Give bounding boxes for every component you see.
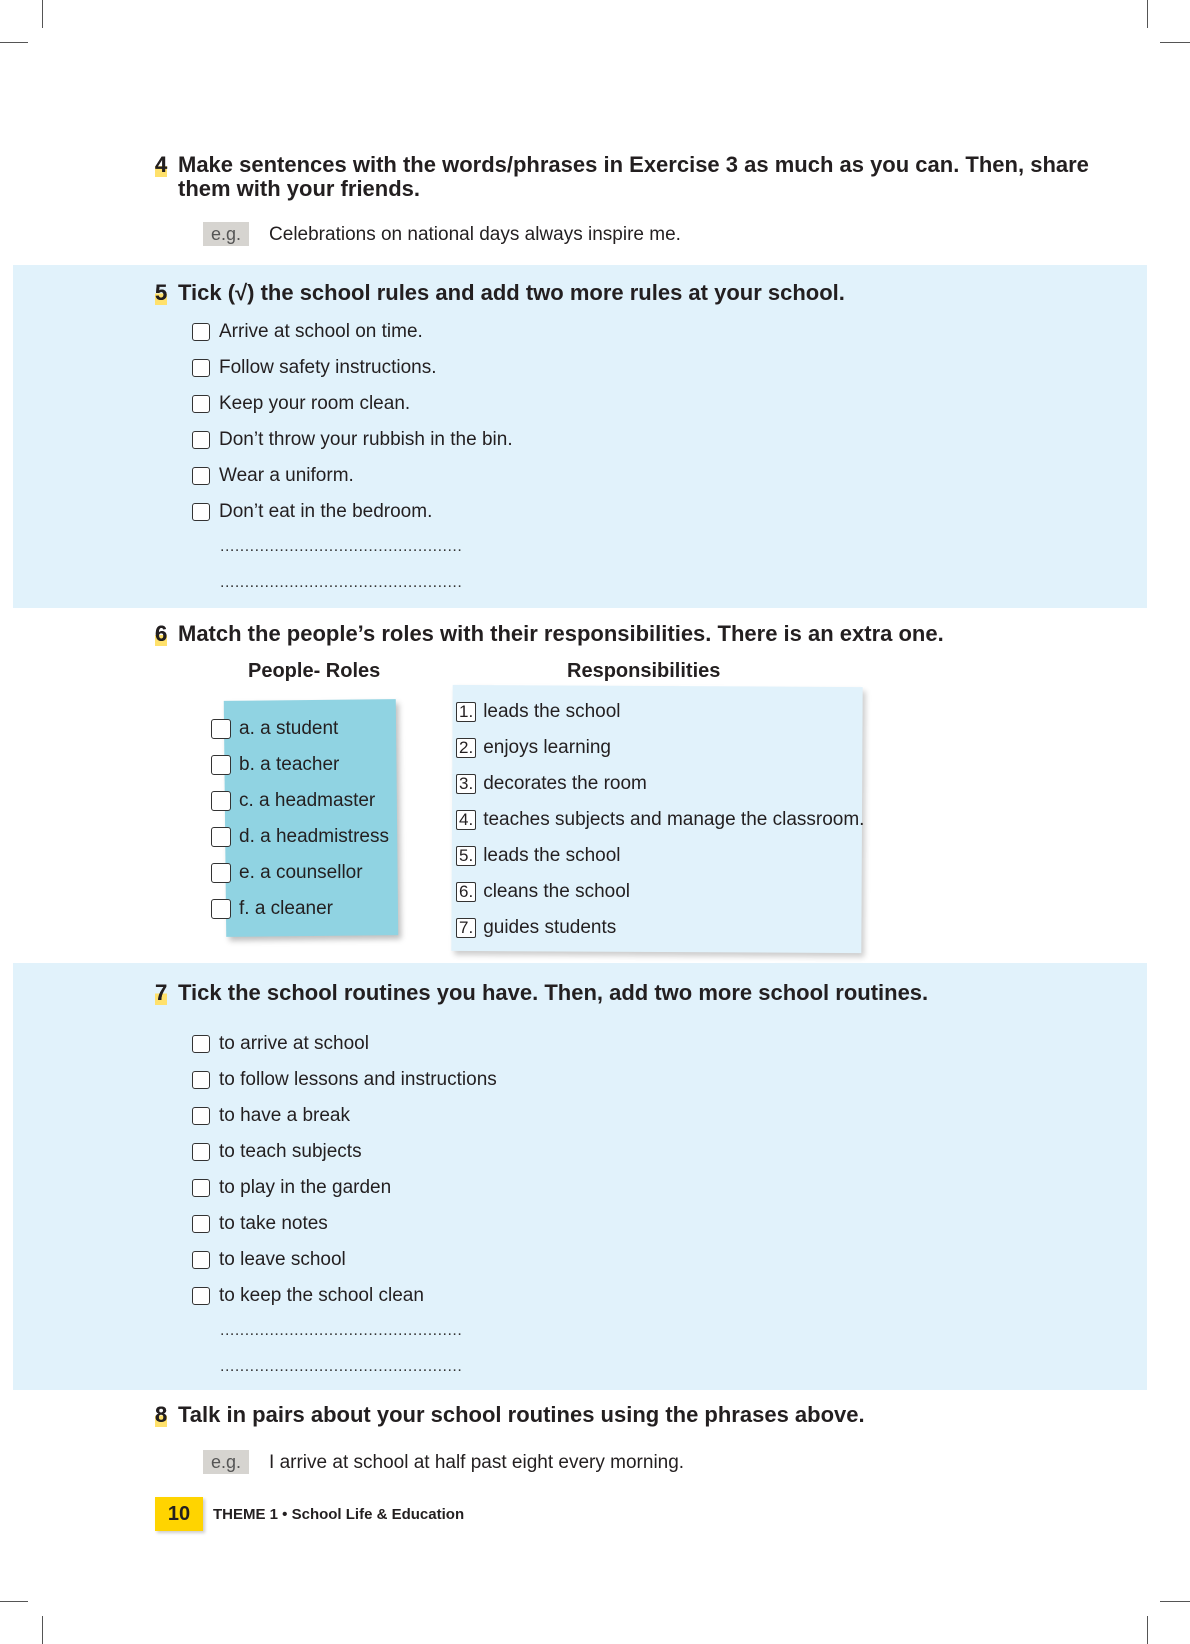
- eg-label: e.g.: [203, 1450, 249, 1474]
- list-item: to have a break: [192, 1098, 497, 1134]
- exercise-7-title: 7 Tick the school routines you have. Then, add two more school routines.: [155, 980, 929, 1005]
- checkbox[interactable]: [192, 359, 210, 377]
- exercise-5-band: [13, 265, 1147, 608]
- checkbox[interactable]: [211, 755, 231, 775]
- answer-blank-line[interactable]: .................................................: [220, 538, 463, 555]
- list-item: Arrive at school on time.: [192, 314, 513, 350]
- checkbox[interactable]: [192, 467, 210, 485]
- exercise-8-example: [203, 1450, 684, 1474]
- crop-mark: [1160, 42, 1190, 43]
- exercise-number: 7: [155, 980, 168, 1005]
- exercise-5-title: 5 Tick (√) the school rules and add two more rules at your school.: [155, 280, 845, 305]
- checkbox[interactable]: [192, 1287, 210, 1305]
- list-item: Don’t eat in the bedroom.: [192, 494, 513, 530]
- exercise-7-band: [13, 963, 1147, 1390]
- checkbox[interactable]: [211, 899, 231, 919]
- responsibilities-list: [456, 694, 864, 946]
- list-item: to play in the garden: [192, 1170, 497, 1206]
- list-item: c. a headmaster: [211, 783, 389, 819]
- number-box: 3.: [456, 774, 476, 794]
- answer-blank-line[interactable]: .................................................: [220, 574, 463, 591]
- list-item: to take notes: [192, 1206, 497, 1242]
- exercise-4-title: 4 Make sentences with the words/phrases in Exercise 3 as much as you can. Then, share them with your friends.: [155, 152, 1089, 201]
- list-item: 6. cleans the school: [456, 874, 864, 910]
- roles-list: [211, 711, 389, 927]
- page-number: 10: [155, 1497, 203, 1531]
- checkbox[interactable]: [192, 1215, 210, 1233]
- number-box: 5.: [456, 846, 476, 866]
- exercise-6-title: 6 Match the people’s roles with their responsibilities. There is an extra one.: [155, 621, 944, 646]
- eg-label: e.g.: [203, 222, 249, 246]
- checkbox[interactable]: [192, 323, 210, 341]
- checkbox[interactable]: [192, 431, 210, 449]
- list-item: Keep your room clean.: [192, 386, 513, 422]
- exercise-8-title: 8 Talk in pairs about your school routines using the phrases above.: [155, 1402, 865, 1427]
- answer-blank-line[interactable]: .................................................: [220, 1322, 463, 1339]
- list-item: Follow safety instructions.: [192, 350, 513, 386]
- number-box: 6.: [456, 882, 476, 902]
- theme-label: THEME 1 • School Life & Education: [213, 1505, 465, 1523]
- exercise-number: 8: [155, 1402, 168, 1427]
- list-item: f. a cleaner: [211, 891, 389, 927]
- list-item: to follow lessons and instructions: [192, 1062, 497, 1098]
- checkbox[interactable]: [192, 503, 210, 521]
- list-item: to arrive at school: [192, 1026, 497, 1062]
- checkbox[interactable]: [192, 1143, 210, 1161]
- crop-mark: [42, 0, 43, 28]
- list-item: Don’t throw your rubbish in the bin.: [192, 422, 513, 458]
- checkbox[interactable]: [211, 827, 231, 847]
- list-item: to teach subjects: [192, 1134, 497, 1170]
- list-item: 4. teaches subjects and manage the classroom.: [456, 802, 864, 838]
- crop-mark: [1147, 1616, 1148, 1644]
- checkbox[interactable]: [192, 1179, 210, 1197]
- number-box: 4.: [456, 810, 476, 830]
- checkbox[interactable]: [192, 395, 210, 413]
- list-item: e. a counsellor: [211, 855, 389, 891]
- exercise-number: 5: [155, 280, 168, 305]
- number-box: 2.: [456, 738, 476, 758]
- number-box: 1.: [456, 702, 476, 722]
- page-footer: [155, 1497, 464, 1531]
- roles-header: People- Roles: [248, 660, 381, 682]
- list-item: b. a teacher: [211, 747, 389, 783]
- list-item: a. a student: [211, 711, 389, 747]
- exercise-number: 4: [155, 152, 168, 177]
- crop-mark: [0, 1601, 28, 1602]
- list-item: Wear a uniform.: [192, 458, 513, 494]
- example-sentence: I arrive at school at half past eight every morning.: [269, 1452, 685, 1473]
- exercise-number: 6: [155, 621, 168, 646]
- crop-mark: [0, 42, 28, 43]
- answer-blank-line[interactable]: .................................................: [220, 1358, 463, 1375]
- list-item: 2. enjoys learning: [456, 730, 864, 766]
- list-item: to keep the school clean: [192, 1278, 497, 1314]
- crop-mark: [42, 1616, 43, 1644]
- crop-mark: [1160, 1601, 1190, 1602]
- exercise-4-example: [203, 222, 681, 246]
- list-item: 3. decorates the room: [456, 766, 864, 802]
- list-item: d. a headmistress: [211, 819, 389, 855]
- list-item: 7. guides students: [456, 910, 864, 946]
- checkbox[interactable]: [211, 863, 231, 883]
- school-routines-list: [192, 1026, 497, 1314]
- list-item: to leave school: [192, 1242, 497, 1278]
- checkbox[interactable]: [192, 1107, 210, 1125]
- number-box: 7.: [456, 918, 476, 938]
- example-sentence: Celebrations on national days always inspire me.: [269, 224, 681, 245]
- checkbox[interactable]: [192, 1071, 210, 1089]
- list-item: 1. leads the school: [456, 694, 864, 730]
- checkbox[interactable]: [192, 1035, 210, 1053]
- checkbox[interactable]: [211, 719, 231, 739]
- checkbox[interactable]: [192, 1251, 210, 1269]
- list-item: 5. leads the school: [456, 838, 864, 874]
- school-rules-list: [192, 314, 513, 530]
- crop-mark: [1147, 0, 1148, 28]
- checkbox[interactable]: [211, 791, 231, 811]
- responsibilities-header: Responsibilities: [567, 660, 721, 682]
